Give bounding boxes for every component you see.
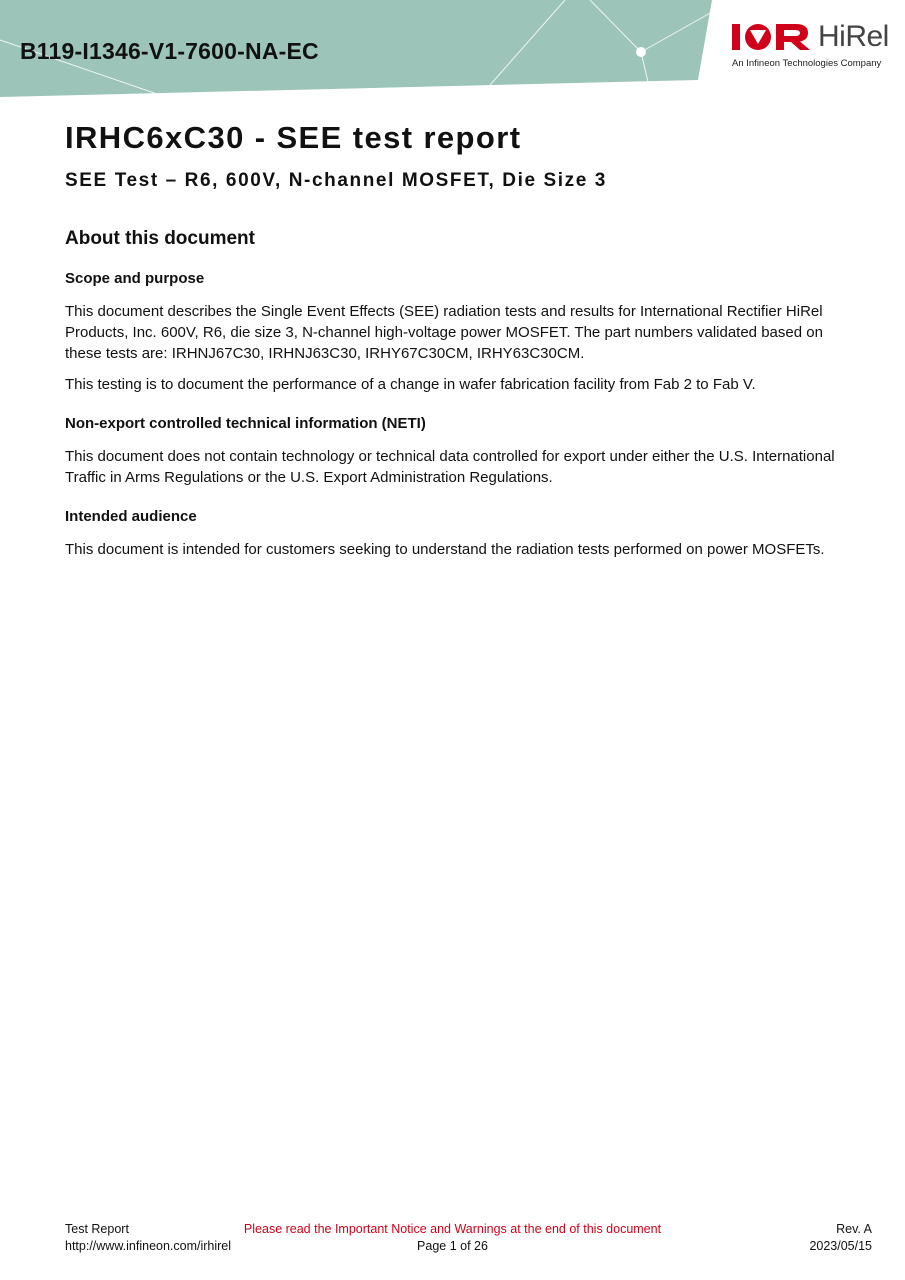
main-content [65, 120, 835, 560]
company-logo [732, 22, 892, 72]
footer-doc-type: Test Report [65, 1222, 129, 1236]
page-title: IRHC6xC30 - SEE test report [65, 120, 522, 155]
scope-paragraph-2: This testing is to document the performance of a change in wafer fabrication facility from Fab 2 to Fab V. [65, 376, 756, 393]
ior-logo-icon [732, 22, 814, 52]
footer-date: 2023/05/15 [809, 1239, 872, 1253]
footer-url-link[interactable]: http://www.infineon.com/irhirel [65, 1239, 232, 1253]
neti-paragraph: This document does not contain technology or technical data controlled for export under either the U.S. International Traffic in Arms Regulations or the U.S. Export Administration Regulations. [65, 448, 835, 486]
scope-paragraph-1: This document describes the Single Event Effects (SEE) radiation tests and results for International Rectifier HiRel Products, Inc. 600V, R6, die size 3, N-channel high-voltage power MOSFET. The part numbers validated based on these tests are: IRHNJ67C30, IRHNJ63C30, IRHY67C30CM, IRHY63C30CM. [65, 303, 823, 362]
footer-notice: Please read the Important Notice and Warnings at the end of this document [243, 1222, 662, 1236]
audience-heading: Intended audience [65, 508, 197, 525]
logo-tagline: An Infineon Technologies Company [732, 58, 882, 69]
footer-page-number: Page 1 of 26 [417, 1239, 488, 1253]
footer-revision: Rev. A [836, 1222, 872, 1236]
document-id: B119-I1346-V1-7600-NA-EC [20, 38, 319, 64]
neti-heading: Non-export controlled technical information (NETI) [65, 415, 426, 432]
scope-heading: Scope and purpose [65, 270, 205, 287]
page-subtitle: SEE Test – R6, 600V, N-channel MOSFET, Die Size 3 [65, 170, 607, 191]
section-heading-about: About this document [65, 228, 255, 249]
page-footer [65, 1222, 872, 1262]
logo-hirel-text: HiRel [818, 20, 889, 53]
audience-paragraph: This document is intended for customers seeking to understand the radiation tests performed on power MOSFETs. [65, 541, 825, 558]
